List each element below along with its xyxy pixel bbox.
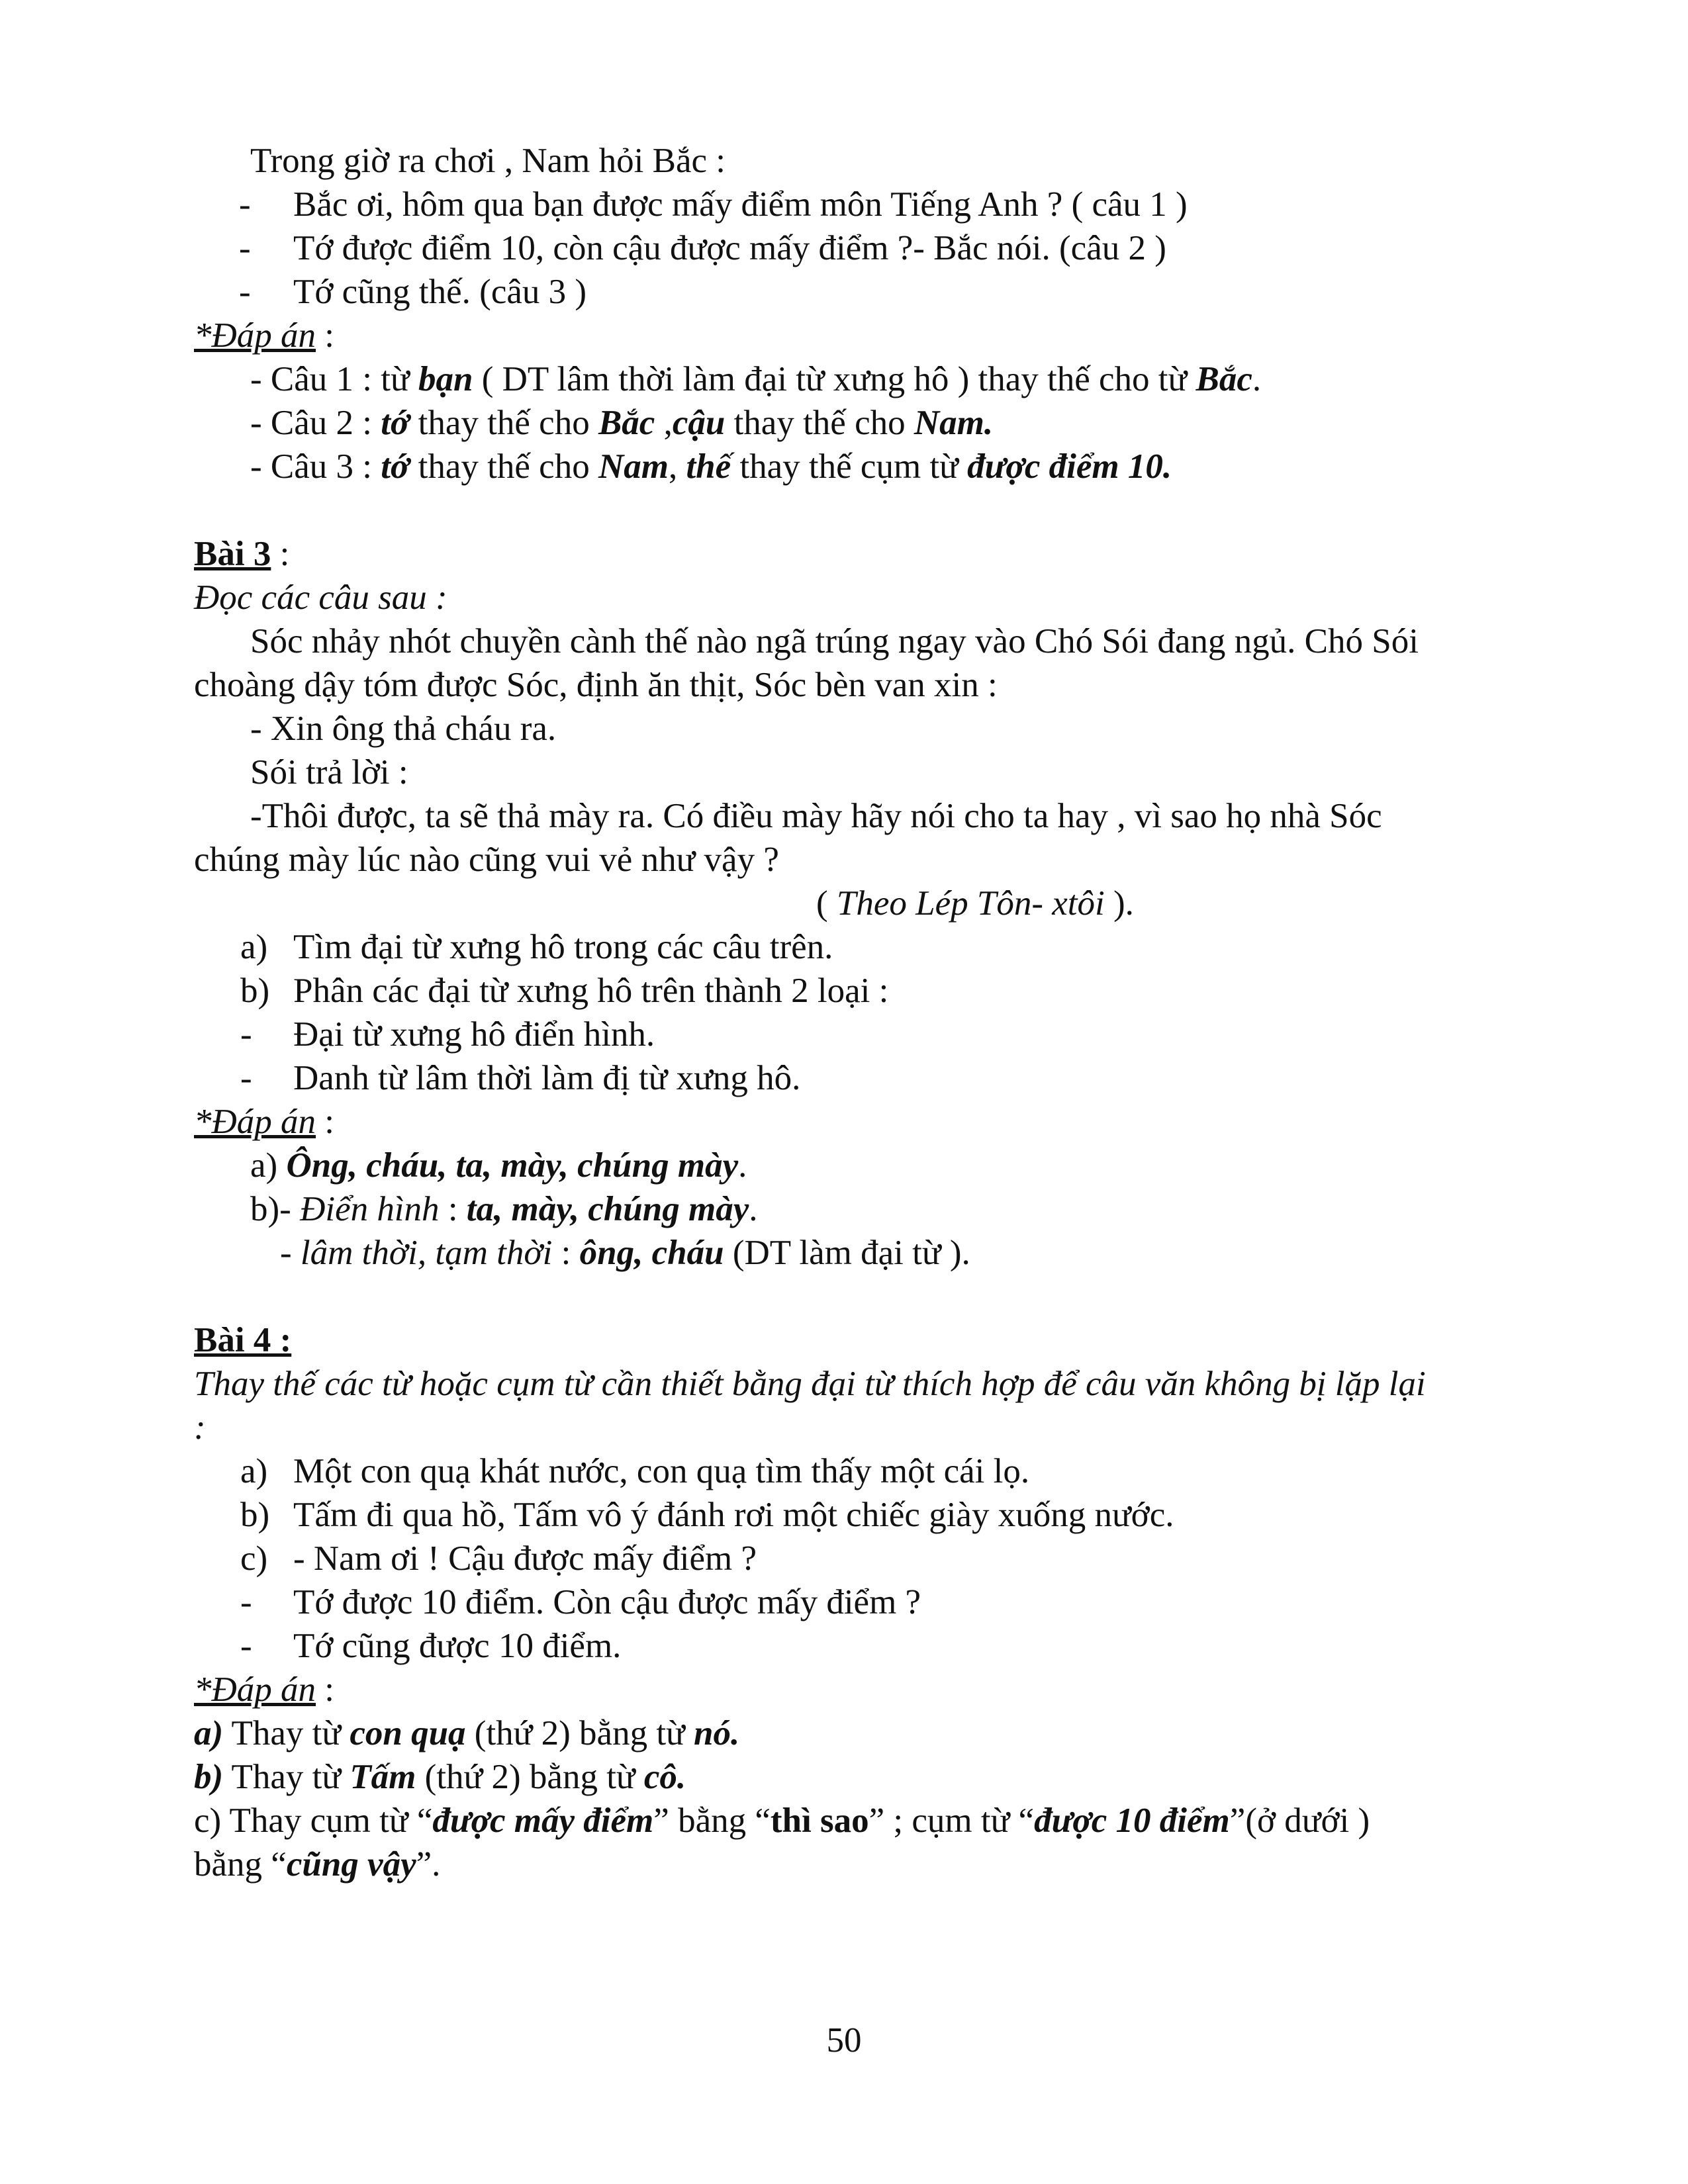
answer-line: c) Thay cụm từ “được mấy điểm” bằng “thì sao” ; cụm từ “được 10 điểm”(ở dưới ) xyxy=(194,1801,1370,1840)
story-line: chúng mày lúc nào cũng vui vẻ như vậy ? xyxy=(194,841,779,879)
story-line: -Thôi được, ta sẽ thả mày ra. Có điều mày hãy nói cho ta hay , vì sao họ nhà Sóc xyxy=(250,797,1382,835)
exercise-item: a) Một con quạ khát nước, con quạ tìm thấy một cái lọ. xyxy=(240,1452,1030,1490)
answer-line: - lâm thời, tạm thời : ông, cháu (DT làm đại từ ). xyxy=(280,1234,970,1272)
story-line: choàng dậy tóm được Sóc, định ăn thịt, Sóc bèn van xin : xyxy=(194,666,998,704)
question-item: b) Phân các đại từ xưng hô trên thành 2 loại : xyxy=(240,972,889,1010)
bai4-instruction: Thay thế các từ hoặc cụm từ cần thiết bằng đại từ thích hợp để câu văn không bị lặp lại xyxy=(194,1365,1426,1403)
page-number: 50 xyxy=(826,2021,862,2060)
exercise-item: - Tớ được 10 điểm. Còn cậu được mấy điểm ? xyxy=(240,1583,921,1621)
intro-lead: Trong giờ ra chơi , Nam hỏi Bắc : xyxy=(250,142,726,180)
exercise-item: b) Tấm đi qua hồ, Tấm vô ý đánh rơi một chiếc giày xuống nước. xyxy=(240,1496,1174,1534)
dialogue-line: - Tớ cũng thế. (câu 3 ) xyxy=(239,273,587,311)
question-item: - Đại từ xưng hô điển hình. xyxy=(240,1015,655,1054)
answer-line: bằng “cũng vậy”. xyxy=(194,1845,441,1884)
bai3-title: Bài 3 : xyxy=(194,535,290,573)
exercise-item: c) - Nam ơi ! Cậu được mấy điểm ? xyxy=(240,1539,757,1578)
story-line: Sóc nhảy nhót chuyền cành thế nào ngã trúng ngay vào Chó Sói đang ngủ. Chó Sói xyxy=(250,622,1419,660)
exercise-item: - Tớ cũng được 10 điểm. xyxy=(240,1627,622,1665)
bai4-instruction-cont: : xyxy=(194,1408,206,1447)
document-page xyxy=(194,139,1564,1886)
source-citation: ( Theo Lép Tôn- xtôi ). xyxy=(816,884,1134,923)
answer-line: a) Ông, cháu, ta, mày, chúng mày. xyxy=(250,1146,747,1185)
dialogue-line: - Tớ được điểm 10, còn cậu được mấy điểm ?- Bắc nói. (câu 2 ) xyxy=(239,229,1166,267)
answer-line: b) Thay từ Tấm (thứ 2) bằng từ cô. xyxy=(194,1758,686,1796)
answer-heading: *Đáp án : xyxy=(194,1103,335,1141)
question-item: a) Tìm đại từ xưng hô trong các câu trên. xyxy=(240,928,833,966)
question-item: - Danh từ lâm thời làm đị từ xưng hô. xyxy=(240,1059,801,1097)
bai4-title: Bài 4 : xyxy=(194,1321,292,1359)
answer-line: - Câu 2 : tớ thay thế cho Bắc ,cậu thay thế cho Nam. xyxy=(250,404,994,442)
answer-line: b)- Điển hình : ta, mày, chúng mày. xyxy=(250,1190,758,1228)
answer-heading: *Đáp án : xyxy=(194,316,335,355)
dialogue-line: - Bắc ơi, hôm qua bạn được mấy điểm môn Tiếng Anh ? ( câu 1 ) xyxy=(239,185,1188,224)
answer-line: - Câu 3 : tớ thay thế cho Nam, thế thay thế cụm từ được điểm 10. xyxy=(250,447,1172,486)
answer-line: a) Thay từ con quạ (thứ 2) bằng từ nó. xyxy=(194,1714,740,1752)
answer-line: - Câu 1 : từ bạn ( DT lâm thời làm đại từ xưng hô ) thay thế cho từ Bắc. xyxy=(250,360,1262,398)
story-line: - Xin ông thả cháu ra. xyxy=(250,709,557,748)
bai3-instruction: Đọc các câu sau : xyxy=(194,578,447,617)
answer-heading: *Đáp án : xyxy=(194,1670,335,1709)
story-line: Sói trả lời : xyxy=(250,753,408,792)
